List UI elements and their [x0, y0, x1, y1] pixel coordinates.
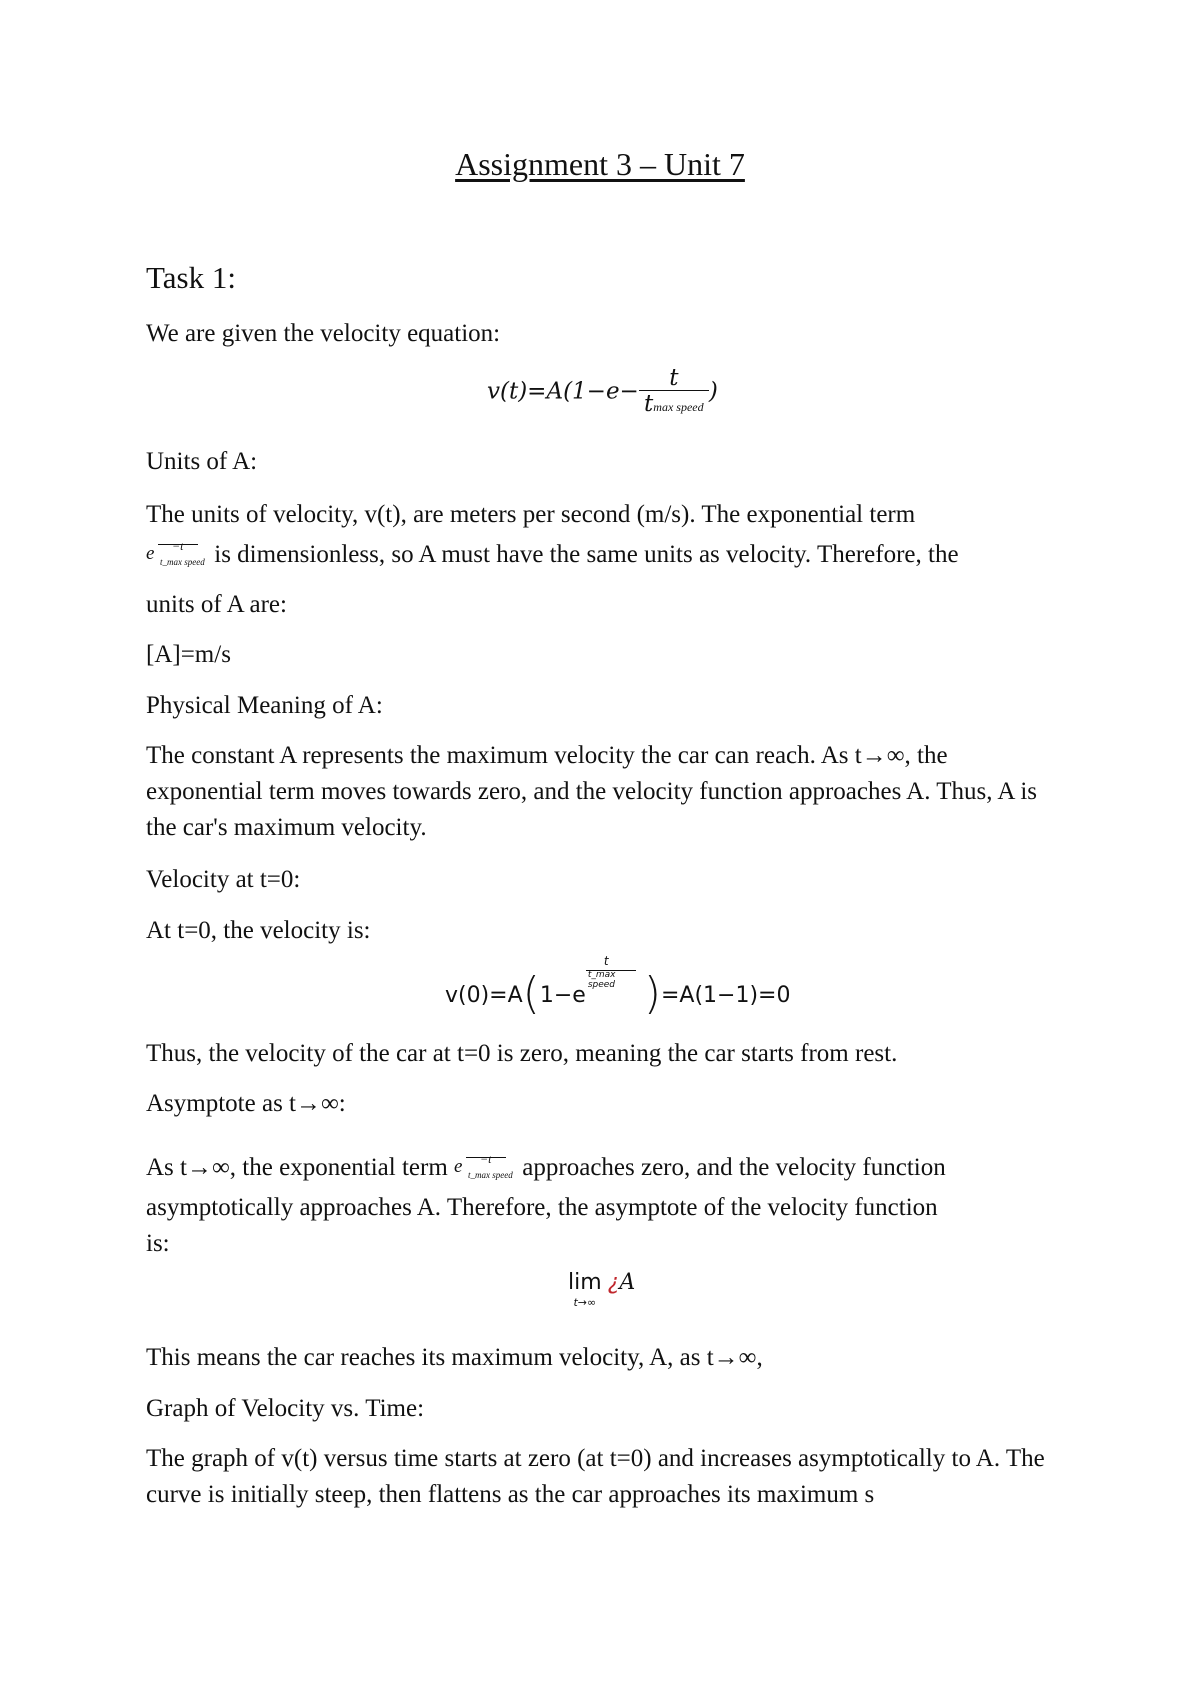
limit-placeholder-marker: ¿ [607, 1270, 620, 1295]
asymptote-line-3: is: [146, 1230, 170, 1257]
limit-rhs: A [619, 1270, 636, 1295]
eq2-mid: 1−e [539, 983, 586, 1008]
velocity-equation [487, 366, 718, 420]
eq1-denominator-subscript: max speed [653, 400, 704, 414]
asymptote-conclusion: This means the car reaches its maximum velocity, A, as t→∞, [146, 1344, 763, 1371]
graph-text: The graph of v(t) versus time starts at zero (at t=0) and increases asymptotically to A. The curve is initially steep, then flattens as the car approaches its maximum s [146, 1445, 1045, 1508]
asym-exp-base: e [454, 1156, 463, 1177]
units-exp-numerator: −t [172, 539, 184, 553]
eq1-rhs: ) [708, 378, 718, 405]
asymptote-line-2: asymptotically approaches A. Therefore, the asymptote of the velocity function [146, 1194, 938, 1221]
asymptote-line-1 [146, 1150, 1076, 1186]
limit-operator: lim [568, 1270, 602, 1295]
units-line-2 [146, 537, 1076, 573]
units-exp-denominator: t_max speed [160, 557, 205, 567]
eq2-lhs: v(0)=A [445, 983, 523, 1008]
meaning-text: The constant A represents the maximum velocity the car can reach. As t→∞, the exponential term moves towards zero, and the velocity function approaches A. Thus, A is the car's maximum velocity. [146, 742, 1037, 841]
asymptote-line-1a: As t→∞, the exponential term [146, 1154, 448, 1181]
limit-subscript: t→∞ [573, 1296, 597, 1309]
asymptote-exponential-term [454, 1151, 516, 1181]
units-exp-base: e [146, 543, 155, 564]
v0-equation: v(0)=A(1−e t t_max speed )=A(1−1)=0 [445, 954, 791, 1019]
task-heading: Task 1: [146, 260, 236, 295]
asymptote-heading: Asymptote as t→∞: [146, 1090, 346, 1117]
eq2-exponent [586, 954, 644, 990]
units-heading: Units of A: [146, 448, 258, 475]
units-line-3: units of A are: [146, 591, 287, 618]
eq1-numerator: t [639, 366, 709, 391]
intro-text: We are given the velocity equation: [146, 320, 501, 347]
asymptote-line-1b: approaches zero, and the velocity function [522, 1154, 946, 1181]
asym-exp-denominator: t_max speed [468, 1170, 513, 1180]
eq2-rhs: =A(1−1)=0 [660, 983, 791, 1008]
units-value: [A]=m/s [146, 641, 231, 668]
graph-heading: Graph of Velocity vs. Time: [146, 1395, 425, 1422]
v0-conclusion: Thus, the velocity of the car at t=0 is zero, meaning the car starts from rest. [146, 1040, 898, 1067]
eq2-exp-numerator: t [603, 954, 609, 968]
v0-heading: Velocity at t=0: [146, 866, 301, 893]
units-line-2-text: is dimensionless, so A must have the same units as velocity. Therefore, the [214, 541, 959, 568]
units-line-1: The units of velocity, v(t), are meters per second (m/s). The exponential term [146, 501, 916, 528]
asym-exp-numerator: −t [480, 1152, 492, 1166]
eq2-exp-denominator: t_max speed [587, 970, 616, 990]
eq1-denominator: t [644, 391, 654, 417]
eq1-fraction [639, 366, 709, 420]
meaning-heading: Physical Meaning of A: [146, 692, 383, 719]
eq1-lhs: v(t)=A(1−e− [487, 378, 639, 405]
v0-intro: At t=0, the velocity is: [146, 917, 371, 944]
units-exponential-term [146, 538, 208, 568]
document-title: Assignment 3 – Unit 7 [455, 146, 745, 182]
limit-expression [568, 1270, 635, 1310]
